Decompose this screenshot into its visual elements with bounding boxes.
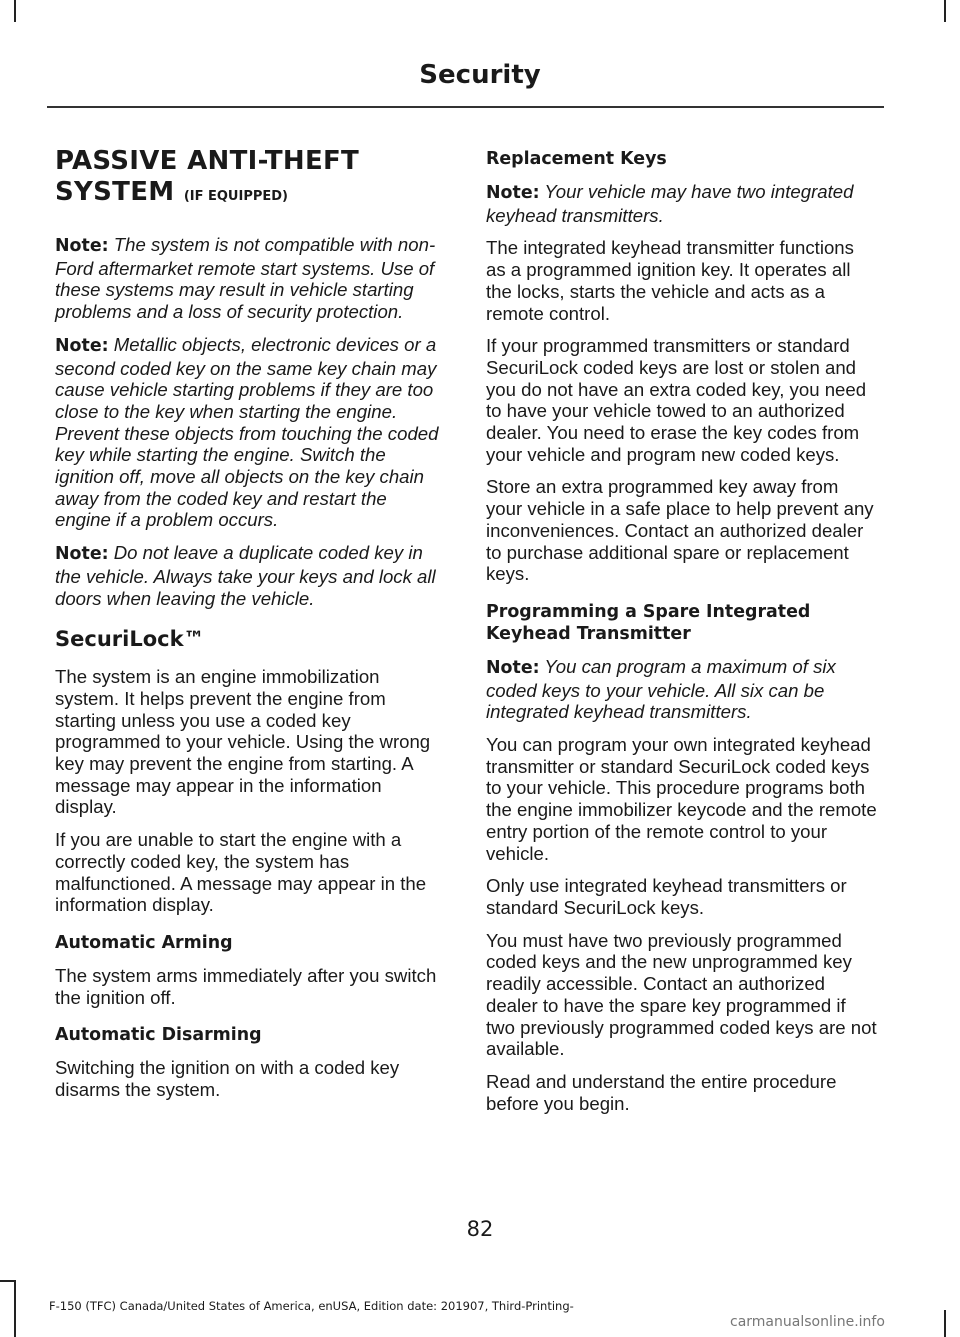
- securilock-paragraph: If you are unable to start the engine with a correctly coded key, the system has malfunctioned. A message may appear in the information display.: [55, 829, 427, 916]
- securilock-paragraph: The system is an engine immobilization system. It helps prevent the engine from starting unless you use a coded key programmed to your vehicle. Using the wrong key may prevent the engine from starting. A message may appear in the information display.: [55, 666, 431, 818]
- note-compatibility: [55, 234, 447, 323]
- securilock-heading: SecuriLock™: [55, 627, 205, 652]
- note-text: Metallic objects, electronic devices or a second coded key on the same key chain may cause vehicle starting problems if they are too close to the key when starting the engine. Prevent these objects from touching the coded key while starting the engine. Switch the ignition off, move all objects on the key chain away from the coded key and restart the engine if a problem occurs.: [55, 333, 439, 531]
- programming-paragraph: You can program your own integrated keyhead transmitter or standard SecuriLock coded keys to your vehicle. This procedure programs both the engine immobilizer keycode and the remote entry portion of the remote control to your vehicle.: [486, 734, 877, 864]
- crop-mark-bottom-left-h: [0, 1280, 16, 1282]
- note-metallic-objects: [55, 334, 447, 531]
- crop-mark-top-right: [944, 0, 946, 22]
- programming-heading: Programming a Spare Integrated Keyhead Transmitter: [486, 601, 811, 644]
- header-divider: [47, 106, 884, 108]
- automatic-arming-text: The system arms immediately after you switch the ignition off.: [55, 964, 437, 1008]
- section-title-text: PASSIVE ANTI-THEFT SYSTEM: [55, 146, 360, 207]
- programming-paragraph: Only use integrated keyhead transmitters or standard SecuriLock keys.: [486, 875, 847, 918]
- note-text: Do not leave a duplicate coded key in the vehicle. Always take your keys and lock all doors when leaving the vehicle.: [55, 542, 436, 609]
- replacement-paragraph: Store an extra programmed key away from your vehicle in a safe place to help prevent any inconveniences. Contact an authorized dealer to purchase additional spare or replacement keys.: [486, 476, 874, 585]
- watermark: carmanualsonline.info: [730, 1314, 885, 1330]
- note-label: Note:: [55, 236, 109, 256]
- note-label: Note:: [55, 544, 109, 565]
- note-integrated-transmitters: [486, 181, 878, 226]
- automatic-disarming-text: Switching the ignition on with a coded key disarms the system.: [55, 1057, 400, 1101]
- note-duplicate-key: [55, 542, 447, 609]
- programming-paragraph: Read and understand the entire procedure before you begin.: [486, 1070, 837, 1114]
- left-column: [55, 146, 447, 1112]
- note-label: Note:: [486, 183, 540, 203]
- crop-mark-top-left: [14, 0, 16, 22]
- right-column: [486, 148, 878, 1125]
- replacement-keys-heading: Replacement Keys: [486, 149, 667, 169]
- note-max-six-keys: [486, 656, 878, 723]
- note-label: Note:: [486, 657, 540, 678]
- programming-paragraph: You must have two previously programmed coded keys and the new unprogrammed key readily accessible. Contact an authorized dealer to have the spare key programmed if two previously programmed coded keys are not available.: [486, 929, 877, 1060]
- note-label: Note:: [55, 335, 109, 356]
- automatic-arming-heading: Automatic Arming: [55, 932, 233, 953]
- section-title: [55, 146, 447, 212]
- footer-edition-info: F-150 (TFC) Canada/United States of America, enUSA, Edition date: 201907, Third-Printing-: [49, 1299, 574, 1313]
- crop-mark-bottom-right: [944, 1310, 946, 1337]
- automatic-disarming-heading: Automatic Disarming: [55, 1025, 262, 1046]
- section-qualifier: (IF EQUIPPED): [183, 189, 288, 204]
- note-text: You can program a maximum of six coded keys to your vehicle. All six can be integrated keyhead transmitters.: [486, 655, 836, 723]
- crop-mark-bottom-left: [14, 1280, 16, 1337]
- replacement-paragraph: The integrated keyhead transmitter functions as a programmed ignition key. It operates all the locks, starts the vehicle and acts as a remote control.: [486, 237, 854, 324]
- note-text: Your vehicle may have two integrated keyhead transmitters.: [486, 181, 854, 226]
- note-text: The system is not compatible with non-Ford aftermarket remote start systems. Use of these systems may result in vehicle starting problems and a loss of security protection.: [55, 234, 436, 323]
- page-header-title: Security: [419, 60, 541, 90]
- page-number: 82: [466, 1217, 494, 1241]
- replacement-paragraph: If your programmed transmitters or standard SecuriLock coded keys are lost or stolen and you do not have an extra coded key, you need to have your vehicle towed to an authorized dealer. You need to erase the key codes from your vehicle and program new coded keys.: [486, 335, 867, 465]
